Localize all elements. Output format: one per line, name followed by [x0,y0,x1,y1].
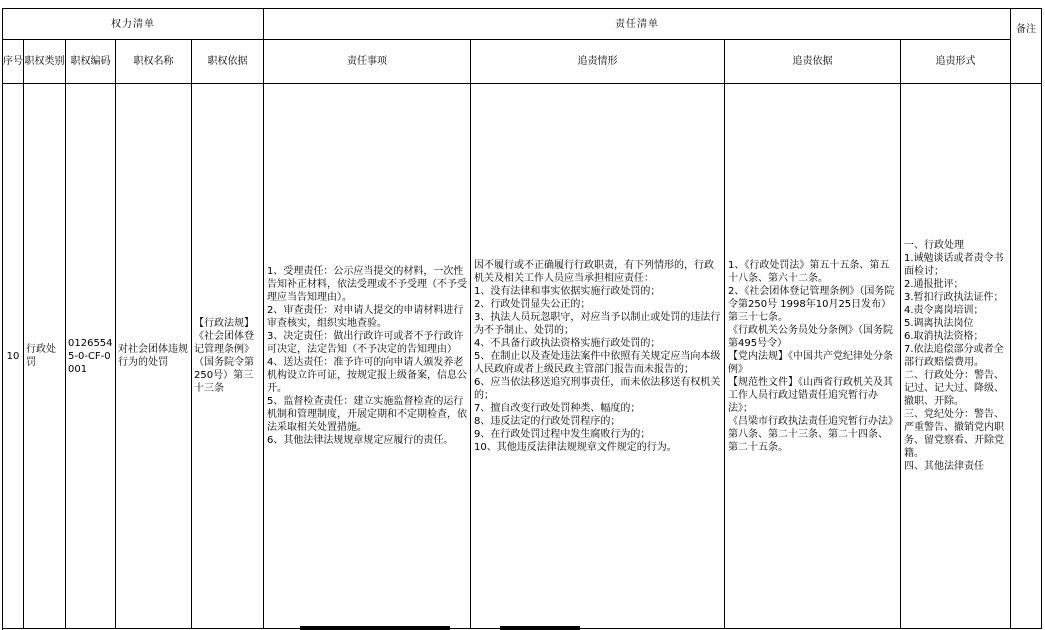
accountability-form-item: 二、行政处分：警告、记过、记大过、降级、撤职、开除。 [904,370,1004,407]
header-remark[interactable]: 备注 [1011,9,1042,84]
header-name[interactable]: 职权名称 [116,40,192,84]
accountability-item: 7、擅自改变行政处罚种类、幅度的； [474,402,641,414]
accountability-item: 3、执法人员玩忽职守，对应当予以制止或处罚的违法行为不予制止、处罚的； [474,311,721,336]
accountability-form-item: 四、其他法律责任 [904,461,984,472]
accountability-form-item: 1.诫勉谈话或者责令书面检讨； [904,253,1004,277]
cell-code[interactable]: 0126554 5-0-CF-0001 [66,84,116,629]
cell-accountability[interactable] [471,84,725,629]
accountability-item: 8、违反法定的行政处罚程序的； [474,415,621,427]
accountability-form-item: 6.取消执法资格； [904,331,984,342]
header-accountability[interactable]: 追责情形 [471,40,725,84]
cell-duty-items[interactable] [264,84,471,629]
accountability-form-item: 4.责令离岗培训； [904,305,984,316]
duty-item: 5、监督检查责任：建立实施监督检查的运行机制和管理制度，开展定期和不定期检查，依法采取相关处置措施。 [267,396,467,433]
accountability-item: 10、其他违反法律法规规章文件规定的行为。 [474,441,677,453]
accountability-basis-item: 【规范性文件】《山西省行政机关及其工作人员行政过错责任追究暂行办法》； [728,376,893,414]
accountability-basis-item: 1、《行政处罚法》第五十五条、第五十八条、第六十二条。 [728,259,890,284]
accountability-item: 4、不具备行政执法资格实施行政处罚的； [474,337,661,349]
accountability-item: 9、在行政处罚过程中发生腐败行为的； [474,428,651,440]
cell-power-basis[interactable]: 【行政法规】 《社会团体登记管理条例》（国务院令第250号）第三十三条 [192,84,264,629]
accountability-form-item: 5.调离执法岗位 [904,318,974,329]
duty-item: 4、送达责任：准予许可的向申请人颁发养老机构设立许可证，按规定报上级备案，信息公开。 [267,357,467,394]
header-accountability-basis[interactable]: 追责依据 [725,40,901,84]
header-basis[interactable]: 职权依据 [192,40,264,84]
accountability-basis-item: 《吕梁市行政执法责任追究暂行办法》第八条、第二十三条、第二十四条、第二十五条。 [728,415,893,453]
header-seq[interactable]: 序号 [3,40,24,84]
cell-seq[interactable]: 10 [3,84,24,629]
header-duty[interactable]: 责任事项 [264,40,471,84]
responsibility-table [2,8,1042,629]
accountability-form-item: 一、行政处理 [904,240,964,251]
next-row-text-fragment [500,626,580,630]
accountability-item: 5、在制止以及查处违法案件中依照有关规定应当向本级人民政府或者上级民政主管部门报告而未报告的； [474,350,721,375]
cell-accountability-form[interactable] [901,84,1011,629]
header-accountability-form[interactable]: 追责形式 [901,40,1011,84]
next-row-text-fragment [300,626,450,630]
duty-item: 2、审查责任：对申请人提交的申请材料进行审查核实，组织实地查验。 [267,305,464,329]
header-category[interactable]: 职权类别 [24,40,66,84]
cell-accountability-basis[interactable] [725,84,901,629]
accountability-form-item: 3.暂扣行政执法证件； [904,292,1004,303]
accountability-intro: 因不履行或不正确履行行政职责，有下列情形的，行政机关及相关工作人员应当承担相应责任： [474,259,714,284]
accountability-form-item: 三、党纪处分：警告、严重警告、撤销党内职务、留党察看、开除党籍。 [904,409,1004,459]
accountability-form-item: 2.通报批评； [904,279,964,290]
cell-remark[interactable] [1011,84,1042,629]
accountability-basis-item: 《行政机关公务员处分条例》（国务院第495号令） [728,324,893,349]
accountability-item: 1、没有法律和事实依据实施行政处罚的； [474,285,661,297]
group-header-power[interactable]: 权力清单 [3,9,264,40]
accountability-form-item: 7.依法追偿部分或者全部行政赔偿费用。 [904,344,1004,368]
header-code[interactable]: 职权编码 [66,40,116,84]
accountability-item: 6、应当依法移送追究刑事责任，而未依法移送有权机关的； [474,376,721,401]
cell-power-name[interactable]: 对社会团体违规行为的处罚 [116,84,192,629]
cell-category[interactable]: 行政处罚 [24,84,66,629]
accountability-basis-item: 【党内法规】《中国共产党纪律处分条例》 [728,350,893,375]
duty-item: 3、决定责任：做出行政许可或者不予行政许可决定，法定告知（不予决定的告知理由） [267,331,464,355]
duty-item: 1、受理责任：公示应当提交的材料，一次性告知补正材料，依法受理或不予受理（不予受理应当告知理由）。 [267,266,467,303]
accountability-basis-item: 2、《社会团体登记管理条例》（国务院令第250号 1998年10月25日发布）第三十七条。 [728,285,895,323]
group-header-responsibility[interactable]: 责任清单 [264,9,1011,40]
duty-item: 6、其他法律法规规章规定应履行的责任。 [267,435,454,446]
accountability-item: 2、行政处罚显失公正的； [474,298,591,310]
